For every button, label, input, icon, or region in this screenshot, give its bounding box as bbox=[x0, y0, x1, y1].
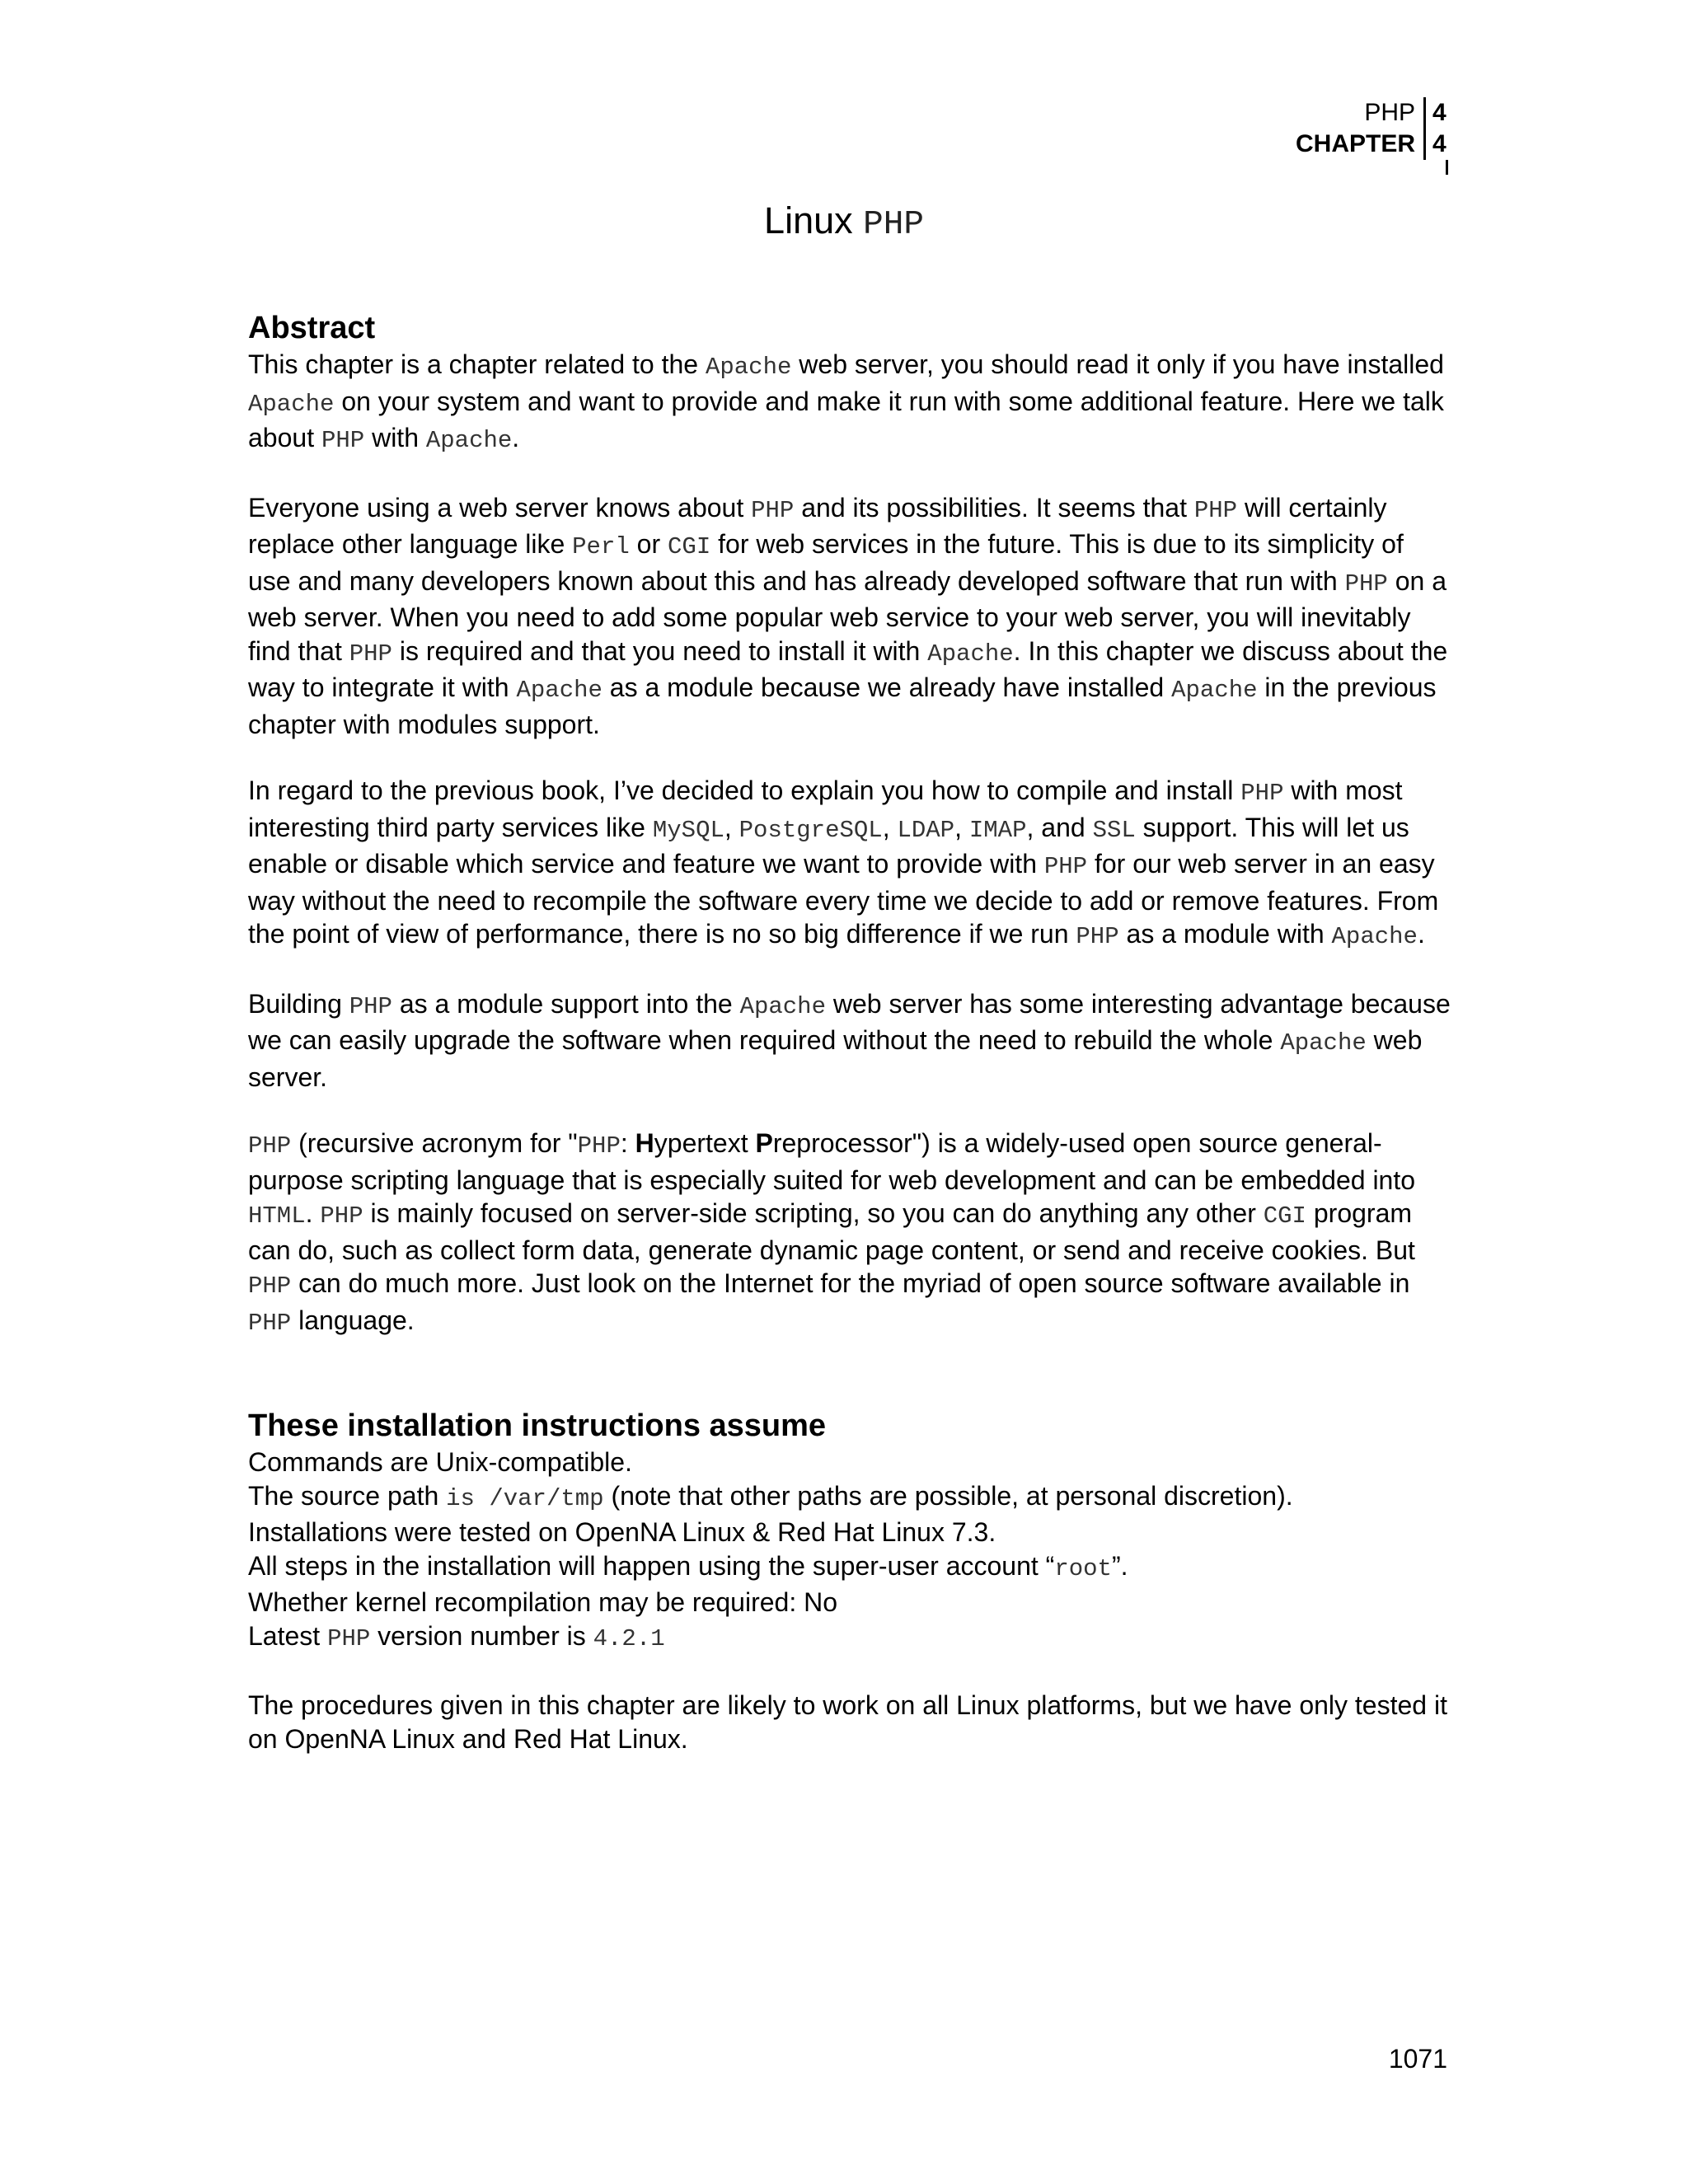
code-term: PHP bbox=[1240, 780, 1284, 807]
code-term: PHP bbox=[321, 427, 365, 454]
bold-letter: H bbox=[635, 1128, 654, 1158]
install-line-source-path bbox=[248, 1479, 1451, 1516]
text-run: for our web server in an easy way without the need to recompile the software every time we decide to add or remove features. From the point of view of performance, there is no so big difference if we run bbox=[248, 849, 1439, 949]
code-term: Apache bbox=[248, 390, 335, 418]
code-term: PHP bbox=[248, 1272, 292, 1300]
code-term: Apache bbox=[705, 354, 792, 381]
code-term: IMAP bbox=[968, 816, 1027, 844]
abstract-paragraph-5 bbox=[248, 1127, 1451, 1340]
text-run: . bbox=[512, 423, 520, 452]
text-run: with bbox=[364, 423, 426, 452]
code-term: PHP bbox=[1043, 853, 1088, 880]
code-term: CGI bbox=[668, 533, 711, 560]
code-term: CGI bbox=[1263, 1202, 1306, 1230]
running-header-row-book bbox=[1296, 97, 1449, 129]
abstract-paragraph-1 bbox=[248, 348, 1451, 458]
text-run: as a module with bbox=[1118, 919, 1332, 949]
code-term: Apache bbox=[739, 992, 826, 1020]
paragraph-spacer bbox=[248, 1656, 1451, 1689]
install-line-tested: Installations were tested on OpenNA Linux & Red Hat Linux 7.3. bbox=[248, 1517, 996, 1547]
text-run: or bbox=[629, 529, 668, 559]
code-term: MySQL bbox=[652, 816, 724, 844]
text-run: on a web server. When you need to add some popular web service to your web server, you will inevitably find that bbox=[248, 565, 1447, 666]
code-term: is /var/tmp bbox=[446, 1484, 604, 1512]
chapter-title bbox=[0, 198, 1688, 248]
text-run: program can do, such as collect form data, generate dynamic page content, or send and receive cookies. But bbox=[248, 1198, 1415, 1265]
abstract-paragraph-4 bbox=[248, 987, 1451, 1094]
code-term: Apache bbox=[1331, 923, 1418, 950]
text-run: with most interesting third party services like bbox=[248, 776, 1403, 842]
chapter-title-code: PHP bbox=[863, 206, 924, 244]
install-line-version bbox=[248, 1619, 1451, 1657]
install-closing-paragraph: The procedures given in this chapter are likely to work on all Linux platforms, but we have only tested it on OpenNA Linux and Red Hat Linux. bbox=[248, 1690, 1447, 1754]
text-run: ”. bbox=[1111, 1550, 1128, 1581]
code-term: Apache bbox=[425, 427, 513, 454]
code-term: SSL bbox=[1092, 816, 1136, 844]
text-run: All steps in the installation will happen using the super-user account “ bbox=[248, 1550, 1055, 1581]
code-term: Perl bbox=[572, 533, 630, 560]
text-run: web server. bbox=[248, 1025, 1423, 1092]
text-run: Everyone using a web server knows about bbox=[248, 492, 752, 523]
running-header-row-chapter bbox=[1296, 129, 1449, 160]
section-spacer bbox=[248, 1373, 1451, 1406]
code-term: HTML bbox=[248, 1202, 306, 1230]
abstract-paragraph-3 bbox=[248, 774, 1451, 954]
text-run: , bbox=[954, 812, 969, 842]
text-run: reprocessor") is a widely-used open source general-purpose scripting language that is especially suited for web development and can be embedded into bbox=[248, 1128, 1416, 1195]
running-header-chapter-label: CHAPTER bbox=[1295, 130, 1415, 157]
text-run: on your system and want to provide and make it run with some additional feature. Here we talk about bbox=[248, 386, 1444, 452]
text-run: This chapter is a chapter related to the bbox=[248, 349, 706, 379]
text-run: ypertext bbox=[654, 1128, 756, 1158]
code-term: PostgreSQL bbox=[738, 816, 883, 844]
running-header-book-label: PHP bbox=[1364, 99, 1415, 126]
text-run: is mainly focused on server-side scripting, so you can do anything any other bbox=[363, 1198, 1264, 1228]
text-run: for web services in the future. This is due to its simplicity of use and many developers known about this and has already developed software that run with bbox=[248, 529, 1404, 596]
code-term: PHP bbox=[349, 992, 392, 1020]
code-term: PHP bbox=[1193, 496, 1238, 524]
code-term: PHP bbox=[751, 496, 795, 524]
text-run: and its possibilities. It seems that bbox=[794, 492, 1194, 523]
install-heading: These installation instructions assume bbox=[248, 1408, 827, 1443]
running-header-chapter-number: 4 bbox=[1423, 129, 1449, 160]
page-number: 1071 bbox=[1388, 2044, 1447, 2074]
text-run: : bbox=[620, 1128, 635, 1158]
text-run: is required and that you need to install it with bbox=[392, 635, 928, 666]
chapter-title-word: Linux bbox=[764, 199, 853, 241]
text-run: support. This will let us enable or disable which service and feature we want to provide with bbox=[248, 812, 1409, 879]
text-run: . bbox=[1417, 919, 1425, 949]
code-term: Apache bbox=[1280, 1029, 1367, 1057]
install-assumptions bbox=[248, 1446, 1451, 1656]
text-run: , bbox=[724, 812, 739, 842]
code-term: Apache bbox=[927, 640, 1014, 668]
text-run: version number is bbox=[370, 1620, 593, 1651]
code-term: PHP bbox=[248, 1309, 292, 1337]
text-run: , and bbox=[1026, 812, 1093, 842]
code-term: Apache bbox=[1171, 677, 1258, 704]
text-run: web server has some interesting advantage because we can easily upgrade the software when required without the need to rebuild the whole bbox=[248, 988, 1451, 1055]
code-term: PHP bbox=[1344, 569, 1388, 598]
page-body bbox=[248, 308, 1451, 1788]
text-run: web server, you should read it only if you have installed bbox=[791, 349, 1444, 379]
running-header bbox=[1296, 97, 1449, 160]
text-run: Building bbox=[248, 988, 349, 1019]
abstract-heading: Abstract bbox=[248, 311, 376, 345]
install-line-root bbox=[248, 1549, 1451, 1586]
code-term: root bbox=[1054, 1554, 1112, 1582]
code-term: 4.2.1 bbox=[593, 1624, 665, 1652]
code-term: PHP bbox=[327, 1624, 371, 1652]
text-run: The source path bbox=[248, 1480, 447, 1511]
code-term: PHP bbox=[1076, 923, 1119, 950]
text-run: language. bbox=[291, 1305, 415, 1335]
text-run: (recursive acronym for " bbox=[291, 1128, 578, 1158]
running-header-book-number: 4 bbox=[1423, 97, 1449, 129]
abstract-paragraph-2 bbox=[248, 491, 1451, 742]
text-run: as a module because we already have installed bbox=[602, 673, 1172, 702]
running-header-rule bbox=[1446, 160, 1448, 175]
install-line-commands: Commands are Unix-compatible. bbox=[248, 1447, 632, 1477]
bold-letter: P bbox=[755, 1128, 773, 1158]
code-term: Apache bbox=[516, 677, 603, 704]
code-term: PHP bbox=[349, 640, 392, 668]
code-term: PHP bbox=[320, 1202, 363, 1230]
text-run: (note that other paths are possible, at personal discretion). bbox=[603, 1480, 1293, 1511]
text-run: as a module support into the bbox=[392, 988, 740, 1019]
code-term: PHP bbox=[577, 1132, 621, 1160]
install-line-kernel: Whether kernel recompilation may be required: No bbox=[248, 1587, 837, 1617]
text-run: in the previous chapter with modules support. bbox=[248, 673, 1437, 739]
text-run: Latest bbox=[248, 1620, 328, 1651]
text-run: In regard to the previous book, I’ve decided to explain you how to compile and install bbox=[248, 776, 1241, 805]
text-run: . In this chapter we discuss about the way to integrate it with bbox=[248, 635, 1448, 702]
code-term: PHP bbox=[248, 1132, 292, 1160]
text-run: will certainly replace other language like bbox=[248, 492, 1387, 559]
text-run: . bbox=[305, 1198, 321, 1228]
code-term: LDAP bbox=[897, 816, 955, 844]
text-run: can do much more. Just look on the Internet for the myriad of open source software available in bbox=[291, 1268, 1410, 1298]
text-run: , bbox=[882, 812, 898, 842]
